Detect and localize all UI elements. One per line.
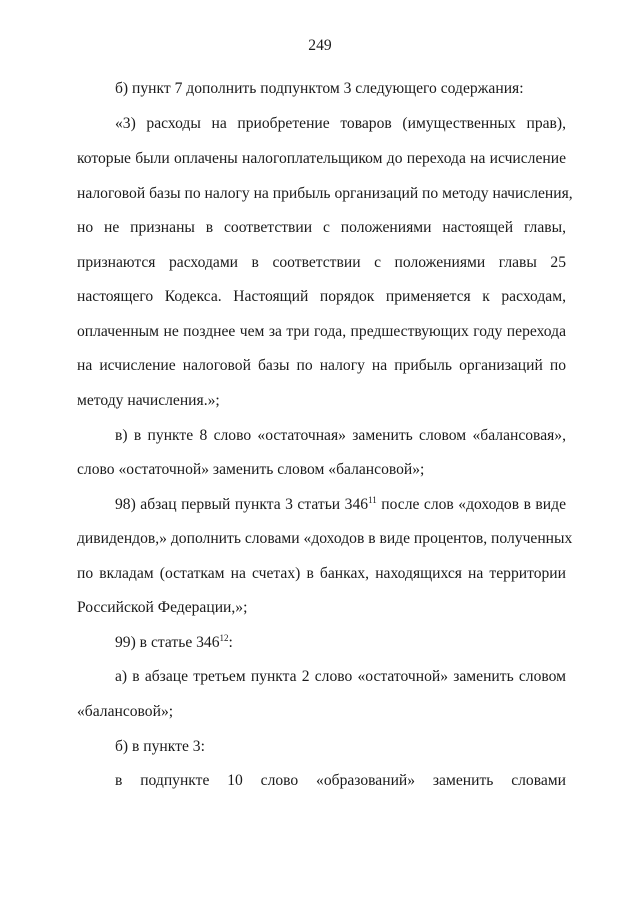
text-line: «балансовой»; [77,703,174,720]
text-line [115,496,566,514]
text-line: б) в пункте 3: [115,738,205,755]
text-fragment: 98) абзац первый пункта 3 статьи 346 [115,496,369,513]
text-line: налоговой базы по налогу на прибыль организаций по методу начисления, [77,185,573,202]
text-fragment: 99) в статье 346 [115,634,220,651]
text-line: в) в пункте 8 слово «остаточная» заменить словом «балансовая», [115,427,566,444]
superscript: 12 [219,633,229,643]
page-number: 249 [308,37,332,54]
text-line: б) пункт 7 дополнить подпунктом 3 следующего содержания: [115,80,524,97]
text-line: дивидендов,» дополнить словами «доходов в виде процентов, полученных [77,530,573,547]
text-line [115,634,566,652]
text-line: «3) расходы на приобретение товаров (имущественных прав), [115,115,566,132]
text-line: а) в абзаце третьем пункта 2 слово «остаточной» заменить словом [115,668,566,685]
superscript: 11 [368,495,377,505]
text-line: оплаченным не позднее чем за три года, предшествующих году перехода [77,323,566,340]
text-line: которые были оплачены налогоплательщиком до перехода на исчисление [77,150,566,167]
text-line: слово «остаточной» заменить словом «балансовой»; [77,461,425,478]
text-line: но не признаны в соответствии с положениями настоящей главы, [77,219,566,236]
text-line: на исчисление налоговой базы по налогу на прибыль организаций по [77,357,566,374]
text-fragment: после слов «доходов в виде [376,496,566,513]
text-line: настоящего Кодекса. Настоящий порядок применяется к расходам, [77,288,566,305]
text-line: методу начисления.»; [77,392,220,409]
text-line: в подпункте 10 слово «образований» заменить словами [115,772,566,789]
text-line: по вкладам (остаткам на счетах) в банках, находящихся на территории [77,565,566,582]
text-line: признаются расходами в соответствии с положениями главы 25 [77,254,566,271]
text-line: Российской Федерации,»; [77,599,248,616]
text-fragment: : [228,634,233,651]
